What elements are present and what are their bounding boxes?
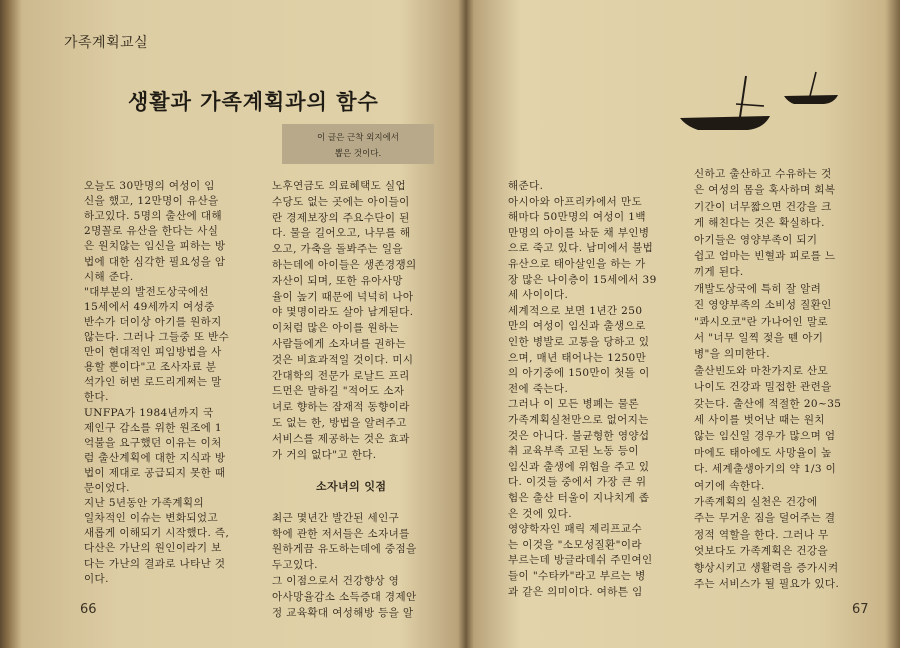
text-line: 원하게끔 유도하는데에 중점을 [272,543,417,556]
text-line: 출산빈도와 마찬가지로 산모 [694,364,828,377]
text-line: 갖는다. 출산에 적절한 20~35 [694,397,842,410]
text-line: 법이 제대로 공급되지 못한 때 [84,466,226,479]
text-line: 인한 병발로 고통을 당하고 있 [508,336,650,348]
text-line: 아기들은 영양부족이 되기 [694,233,818,246]
text-line: 것은 비효과적일 것이다. 미시 [272,353,414,366]
text-line: 세 사이를 벗어난 때는 원치 [694,414,825,426]
text-line: 야 몇명이라도 살아 남게된다. [272,306,414,319]
text-line: 이처럼 많은 아이를 원하는 [272,322,400,335]
text-line: 으로 죽고 있다. 남미에서 불법 [508,242,654,255]
text-line: 사람들에게 소자녀를 권하는 [272,338,406,350]
text-line: 기간이 너무짧으면 건강을 크 [694,200,832,213]
text-line: 학에 관한 저서들은 소자녀를 [272,527,410,540]
text-line: 아시아와 아프리카에서 만도 [508,195,642,208]
text-line: 율이 높기 때문에 넉넉히 나아 [272,290,414,303]
article-title: 생활과 가족계획과의 함수 [128,90,379,114]
text-line: 병"을 의미한다. [694,348,770,361]
text-line: 하는데에 아이들은 생존경쟁의 [272,259,417,271]
text-line: 가 거의 없다"고 한다. [272,448,377,461]
text-line: 은 것에 있다. [508,507,572,520]
text-line: 서 "너무 일찍 젖을 뗀 아기 [694,332,824,344]
text-line: 정적 역할을 한다. 그러나 무 [694,528,829,541]
text-line: 주는 서비스가 될 필요가 있다. [694,578,840,590]
text-line: 두고있다. [272,559,318,572]
source-note-line: 뽑은 것이다. [334,149,382,159]
text-line: 끼게 된다. [694,266,744,279]
text-line: 이다. [84,572,109,585]
text-line: 다. 세계출생아기의 약 1/3 이 [694,463,837,476]
text-line: 일차적인 이슈는 변화되었고 [84,512,218,525]
text-line: 신을 했고, 12만명이 유산을 [84,195,219,208]
text-line: 세계적으로 보면 1년간 250 [508,304,643,317]
text-line: 지난 5년동안 가족계획의 [84,497,204,510]
text-line: 해마다 50만명의 여성이 1백 [508,211,646,224]
text-line: 억불을 요구했던 이유는 이처 [84,436,222,449]
text-line: UNFPA가 1984년까지 국 [84,406,214,419]
text-line: 엇보다도 가족계획은 건강을 [694,545,828,558]
text-line: 나이도 건강과 밀접한 관련을 [694,381,832,394]
text-line: 반수가 더이상 아기를 원하지 [84,315,222,328]
text-line: 서비스를 제공하는 것은 효과 [272,432,410,445]
text-line: "콰시오코"란 가나어인 말로 [694,315,828,328]
text-line: 최근 몇년간 발간된 세인구 [272,511,400,524]
text-line: 문이었다. [84,482,130,494]
text-line: 는 이것을 "소모성질환"이라 [508,538,642,551]
text-line: 녀로 향하는 잠재적 동향이라 [272,401,410,414]
text-line: 법에 대한 심각한 필요성을 암 [84,255,226,268]
text-line: 다는 가난의 결과로 나타난 것 [84,557,226,570]
text-line: 전에 죽는다. [508,382,569,395]
text-line: 만명의 아이를 놔둔 채 부인병 [508,226,650,239]
text-line: 한다. [84,391,109,404]
section-subheading: 소자녀의 잇점 [316,480,387,494]
text-line: 들이 "수타카"라고 부르는 병 [508,570,646,582]
text-line: 마에도 태아에도 사망율이 높 [694,446,832,459]
text-line: 가족계획의 실천은 건강에 [694,496,818,508]
text-line: 신하고 출산하고 수유하는 것 [694,168,832,180]
text-line: 그러나 이 모든 병폐는 물론 [508,398,639,411]
text-line: 정 교육확대 여성해방 등을 알 [272,606,414,619]
text-line: 의 아기중에 150만이 첫돌 이 [508,367,650,380]
text-line: 은 여성의 몸을 혹사하며 회복 [694,184,836,197]
text-line: 않는다. 그러나 그들중 또 반수 [84,331,230,343]
text-line: 부르는데 방글라데쉬 주민여인 [508,554,653,567]
page-number-left: 66 [80,602,97,617]
text-line: 15세에서 49세까지 여성중 [84,300,215,313]
large-boat-icon [680,76,770,130]
text-line: 장 많은 나이층이 15세에서 39 [508,273,657,286]
page-number-right: 67 [852,602,869,617]
text-line: 것은 아니다. 불균형한 영양섭 [508,429,650,442]
text-line: 세 사이이다. [508,289,569,302]
text-line: 새롭게 이해되기 시작했다. 즉, [84,527,230,540]
text-line: 쉽고 엄마는 빈혈과 피로를 느 [694,250,836,262]
text-line: 그 이점으로서 건강향상 영 [272,575,400,587]
running-head: 가족계획교실 [64,35,149,51]
small-boat-icon [784,72,838,104]
text-line: 다. 이것들 중에서 가장 큰 위 [508,476,647,489]
text-line: 란 경제보장의 주요수단이 된 [272,211,410,224]
text-line: 임신과 출생에 위험을 주고 있 [508,460,650,473]
text-line: 게 해친다는 것은 확실하다. [694,217,825,230]
sailboat-illustration [678,70,838,140]
text-line: 용할 뿐이다"고 조사자료 분 [84,361,217,374]
text-line: 않는 임신일 경우가 많으며 엄 [694,430,836,443]
text-line: 드먼은 말하길 "적어도 소자 [272,385,405,398]
text-line: 험은 출산 터울이 지나치게 좁 [508,492,650,504]
text-line: 수당도 없는 곳에는 아이들이 [272,195,410,208]
text-line: 진 영양부족의 소비성 질환인 [694,299,832,312]
text-line: 다산은 가난의 원인이라기 보 [84,542,222,555]
text-line: 다. 물을 길어오고, 나무를 해 [272,227,411,240]
text-line: 하고있다. 5명의 출산에 대해 [84,210,223,223]
text-line: 오고, 가축을 돌봐주는 일을 [272,243,403,256]
text-line: 만의 여성이 임신과 출생으로 [508,320,646,333]
text-line: 2명꼴로 유산을 한다는 사실 [84,225,219,238]
text-line: 시해 준다. [84,270,134,283]
text-line: 취 교육부족 고된 노동 등이 [508,445,639,458]
text-line: 자산이 되며, 또한 유아사망 [272,274,403,287]
text-line: 주는 무거운 짐을 덜어주는 결 [694,512,836,525]
text-line: 해준다. [508,180,544,192]
text-line: 여기에 속한다. [694,479,765,492]
text-line: 아사망율감소 소득증대 경제안 [272,590,417,603]
source-note-line: 이 글은 근착 외지에서 [316,133,399,143]
text-line: 과 같은 의미이다. 여하튼 임 [508,585,643,598]
text-line: 석가인 허번 로드리게쩌는 말 [84,376,222,389]
text-line: 유산으로 태아살인을 하는 가 [508,258,646,270]
text-line: 영양학자인 패릭 제리프교수 [508,523,642,536]
text-line: 오늘도 30만명의 여성이 임 [84,180,215,192]
text-line: 노후연금도 의료혜택도 실업 [272,180,406,192]
text-line: 은 원치않는 임신을 피하는 방 [84,240,226,253]
text-line: 개발도상국에 특히 잘 알려 [694,282,822,295]
text-line: 도 없는 한, 방법을 알려주고 [272,417,407,429]
source-note-box [282,124,434,164]
text-line: "대부분의 발전도상국에선 [84,285,209,298]
text-line: 간대학의 전문가 로날드 프리 [272,369,410,382]
text-line: 으며, 매년 태어나는 1250만 [508,351,647,364]
text-line: 제인구 감소를 위한 원조에 1 [84,421,223,434]
text-line: 럼 출산계획에 대한 지식과 방 [84,451,226,464]
text-line: 만이 현대적인 피임방법을 사 [84,346,222,359]
text-line: 가족계획실천만으로 없어지는 [508,414,649,426]
text-line: 향상시키고 생활력을 증가시켜 [694,561,839,574]
